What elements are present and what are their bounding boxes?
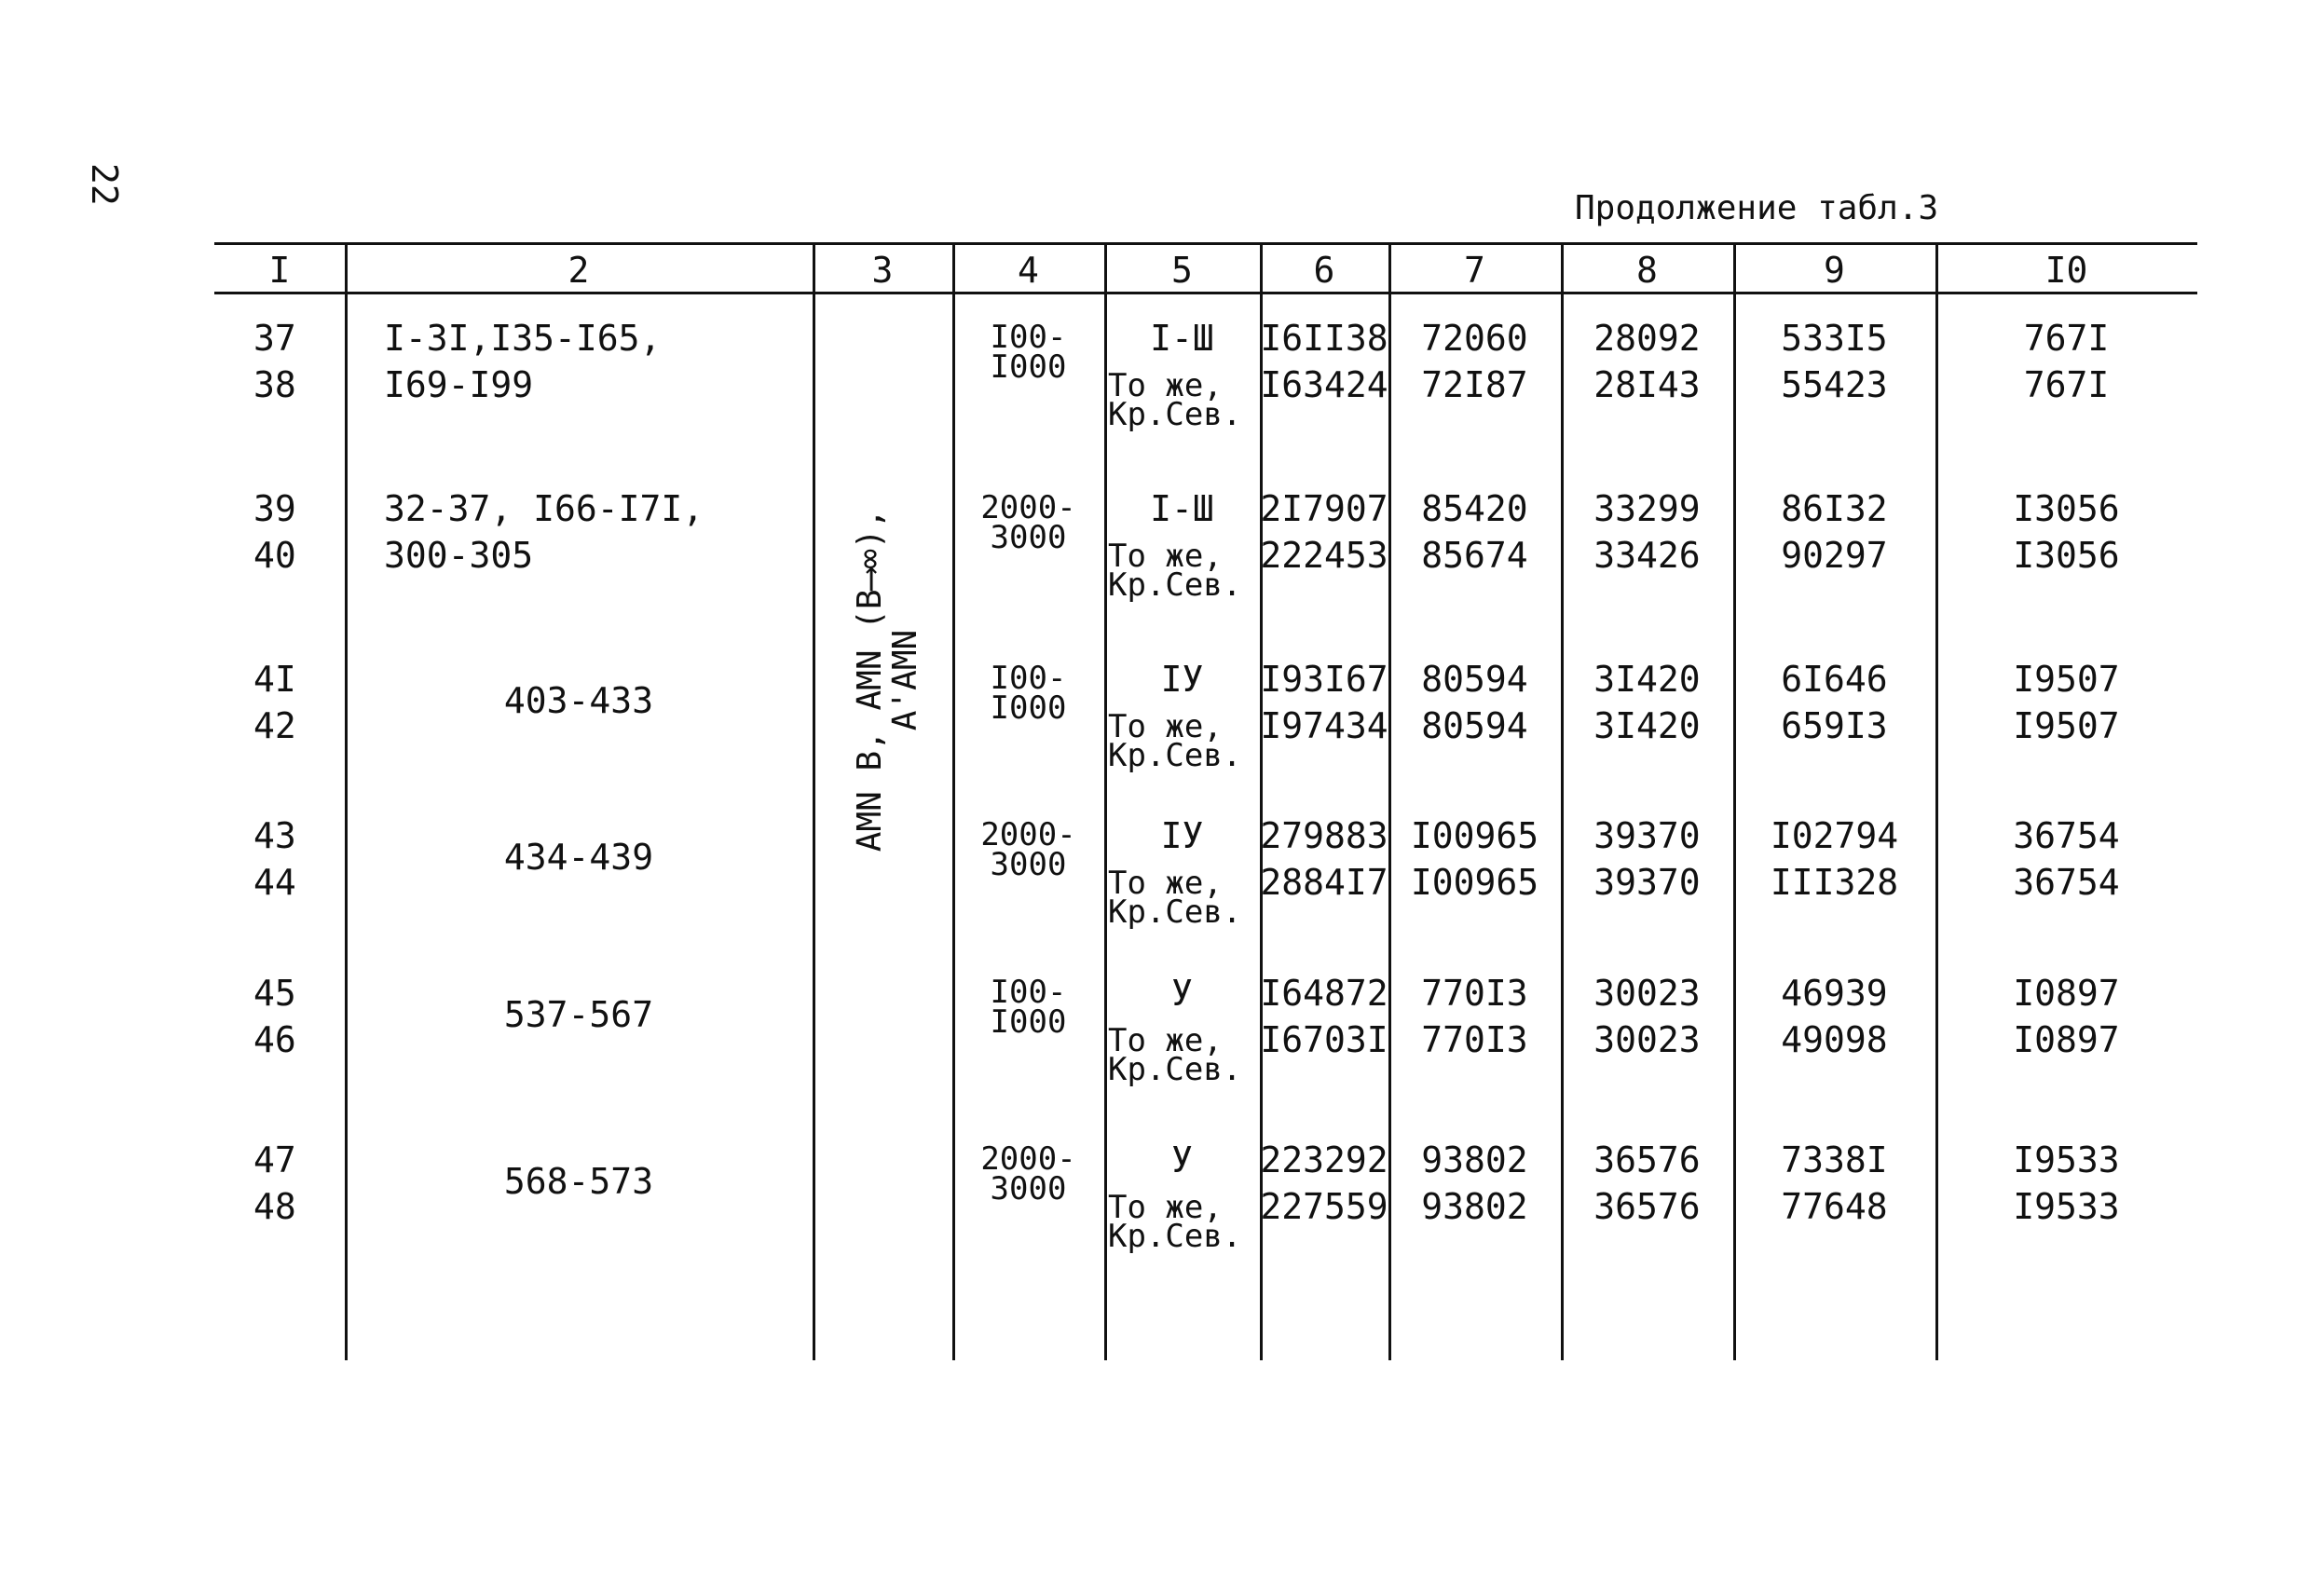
value-cell: 77648	[1781, 1186, 1888, 1227]
value-cell: 533I5	[1781, 318, 1888, 359]
height-range: I000	[990, 348, 1067, 386]
value-cell: 3I420	[1593, 705, 1701, 746]
range-text: 568-573	[503, 1161, 654, 1202]
value-cell: 770I3	[1421, 973, 1528, 1014]
value-cell: 80594	[1421, 659, 1528, 700]
value-cell: I00965	[1410, 862, 1539, 903]
value-cell: 659I3	[1781, 705, 1888, 746]
column-header: I0	[2044, 250, 2088, 291]
column-header: I	[268, 250, 291, 291]
range-text: 434-439	[503, 837, 654, 878]
value-cell: I0897	[2013, 973, 2120, 1014]
value-cell: 767I	[2023, 364, 2110, 405]
range-text: 300-305	[384, 535, 534, 576]
value-cell: 33426	[1593, 535, 1701, 576]
range-text: 403-433	[503, 680, 654, 721]
value-cell: 2884I7	[1260, 862, 1388, 903]
value-cell: 80594	[1421, 705, 1528, 746]
value-cell: I0897	[2013, 1019, 2120, 1060]
height-range: 3000	[990, 846, 1067, 883]
range-text: 32-37, I66-I7I,	[384, 488, 704, 529]
value-cell: 767I	[2023, 318, 2110, 359]
zone-label: У	[1171, 973, 1193, 1014]
table-header-rule	[214, 292, 2197, 294]
column-header: 2	[567, 250, 590, 291]
value-cell: 2I7907	[1260, 488, 1388, 529]
col3-line-1: AMN B, AMN (B⟶∞),	[851, 508, 889, 853]
row-number: 37	[253, 318, 296, 359]
row-number: 40	[253, 535, 296, 576]
column-divider	[1104, 242, 1107, 1360]
zone-label: То же,	[1108, 1022, 1223, 1059]
value-cell: 36754	[2013, 862, 2120, 903]
value-cell: 39370	[1593, 862, 1701, 903]
range-text: 537-567	[503, 994, 654, 1035]
column-3-rotated-label	[853, 509, 923, 852]
value-cell: 39370	[1593, 815, 1701, 856]
value-cell: I64872	[1260, 973, 1388, 1014]
height-range: I00-	[990, 974, 1067, 1011]
range-text: I-3I,I35-I65,	[384, 318, 662, 359]
value-cell: 28092	[1593, 318, 1701, 359]
height-range: I000	[990, 1003, 1067, 1041]
value-cell: 223292	[1260, 1139, 1388, 1180]
page-number: 22	[84, 163, 125, 206]
value-cell: 55423	[1781, 364, 1888, 405]
column-header: 7	[1464, 250, 1485, 291]
value-cell: 30023	[1593, 973, 1701, 1014]
value-cell: I02794	[1770, 815, 1899, 856]
value-cell: 36754	[2013, 815, 2120, 856]
height-range: 3000	[990, 1170, 1067, 1207]
row-number: 48	[253, 1186, 296, 1227]
zone-label: То же,	[1108, 865, 1223, 902]
column-header: 4	[1018, 250, 1039, 291]
value-cell: 85420	[1421, 488, 1528, 529]
value-cell: I97434	[1260, 705, 1388, 746]
zone-label: Кр.Сев.	[1108, 1051, 1242, 1088]
value-cell: I9533	[2013, 1139, 2120, 1180]
value-cell: I9533	[2013, 1186, 2120, 1227]
zone-label: Кр.Сев.	[1108, 396, 1242, 433]
column-header: 9	[1824, 250, 1845, 291]
row-number: 47	[253, 1139, 296, 1180]
table-caption: Продолжение табл.3	[1575, 189, 1939, 227]
value-cell: 93802	[1421, 1139, 1528, 1180]
value-cell: I93I67	[1260, 659, 1388, 700]
zone-label: Кр.Сев.	[1108, 893, 1242, 931]
row-number: 38	[253, 364, 296, 405]
value-cell: 36576	[1593, 1139, 1701, 1180]
zone-label: То же,	[1108, 538, 1223, 575]
column-divider	[813, 242, 815, 1360]
value-cell: 85674	[1421, 535, 1528, 576]
value-cell: 770I3	[1421, 1019, 1528, 1060]
height-range: I000	[990, 689, 1067, 727]
column-header: 8	[1636, 250, 1658, 291]
height-range: 2000-	[980, 1140, 1076, 1178]
value-cell: I6703I	[1260, 1019, 1388, 1060]
value-cell: 46939	[1781, 973, 1888, 1014]
zone-label: То же,	[1108, 1189, 1223, 1226]
value-cell: I63424	[1260, 364, 1388, 405]
column-header: 3	[871, 250, 894, 291]
value-cell: 222453	[1260, 535, 1388, 576]
row-number: 39	[253, 488, 296, 529]
col3-line-2: A'AMN	[886, 629, 924, 731]
value-cell: III328	[1770, 862, 1899, 903]
row-number: 42	[253, 705, 296, 746]
value-cell: 90297	[1781, 535, 1888, 576]
row-number: 46	[253, 1019, 296, 1060]
value-cell: 36576	[1593, 1186, 1701, 1227]
table-top-rule	[214, 242, 2197, 245]
value-cell: 30023	[1593, 1019, 1701, 1060]
zone-label: У	[1171, 1139, 1193, 1180]
zone-label: I-Ш	[1150, 488, 1214, 529]
column-header: 5	[1171, 250, 1193, 291]
zone-label: Кр.Сев.	[1108, 737, 1242, 774]
value-cell: 279883	[1260, 815, 1388, 856]
zone-label: I-Ш	[1150, 318, 1214, 359]
range-text: I69-I99	[384, 364, 534, 405]
value-cell: 93802	[1421, 1186, 1528, 1227]
value-cell: 28I43	[1593, 364, 1701, 405]
zone-label: То же,	[1108, 708, 1223, 745]
height-range: 2000-	[980, 816, 1076, 853]
height-range: I00-	[990, 319, 1067, 356]
value-cell: 72I87	[1421, 364, 1528, 405]
value-cell: I9507	[2013, 659, 2120, 700]
value-cell: 33299	[1593, 488, 1701, 529]
zone-label: IУ	[1160, 659, 1204, 700]
value-cell: I3056	[2013, 488, 2120, 529]
height-range: I00-	[990, 660, 1067, 697]
row-number: 45	[253, 973, 296, 1014]
column-3-merged-cell	[818, 484, 958, 876]
value-cell: 72060	[1421, 318, 1528, 359]
row-number: 44	[253, 862, 296, 903]
value-cell: 49098	[1781, 1019, 1888, 1060]
zone-label: IУ	[1160, 815, 1204, 856]
height-range: 3000	[990, 519, 1067, 556]
value-cell: I6II38	[1260, 318, 1388, 359]
value-cell: 86I32	[1781, 488, 1888, 529]
value-cell: I3056	[2013, 535, 2120, 576]
row-number: 43	[253, 815, 296, 856]
value-cell: 7338I	[1781, 1139, 1888, 1180]
height-range: 2000-	[980, 489, 1076, 526]
value-cell: 227559	[1260, 1186, 1388, 1227]
value-cell: I9507	[2013, 705, 2120, 746]
value-cell: I00965	[1410, 815, 1539, 856]
row-number: 4I	[253, 659, 296, 700]
zone-label: Кр.Сев.	[1108, 1218, 1242, 1255]
value-cell: 3I420	[1593, 659, 1701, 700]
zone-label: Кр.Сев.	[1108, 566, 1242, 604]
column-header: 6	[1313, 250, 1335, 291]
value-cell: 6I646	[1781, 659, 1888, 700]
zone-label: То же,	[1108, 367, 1223, 404]
